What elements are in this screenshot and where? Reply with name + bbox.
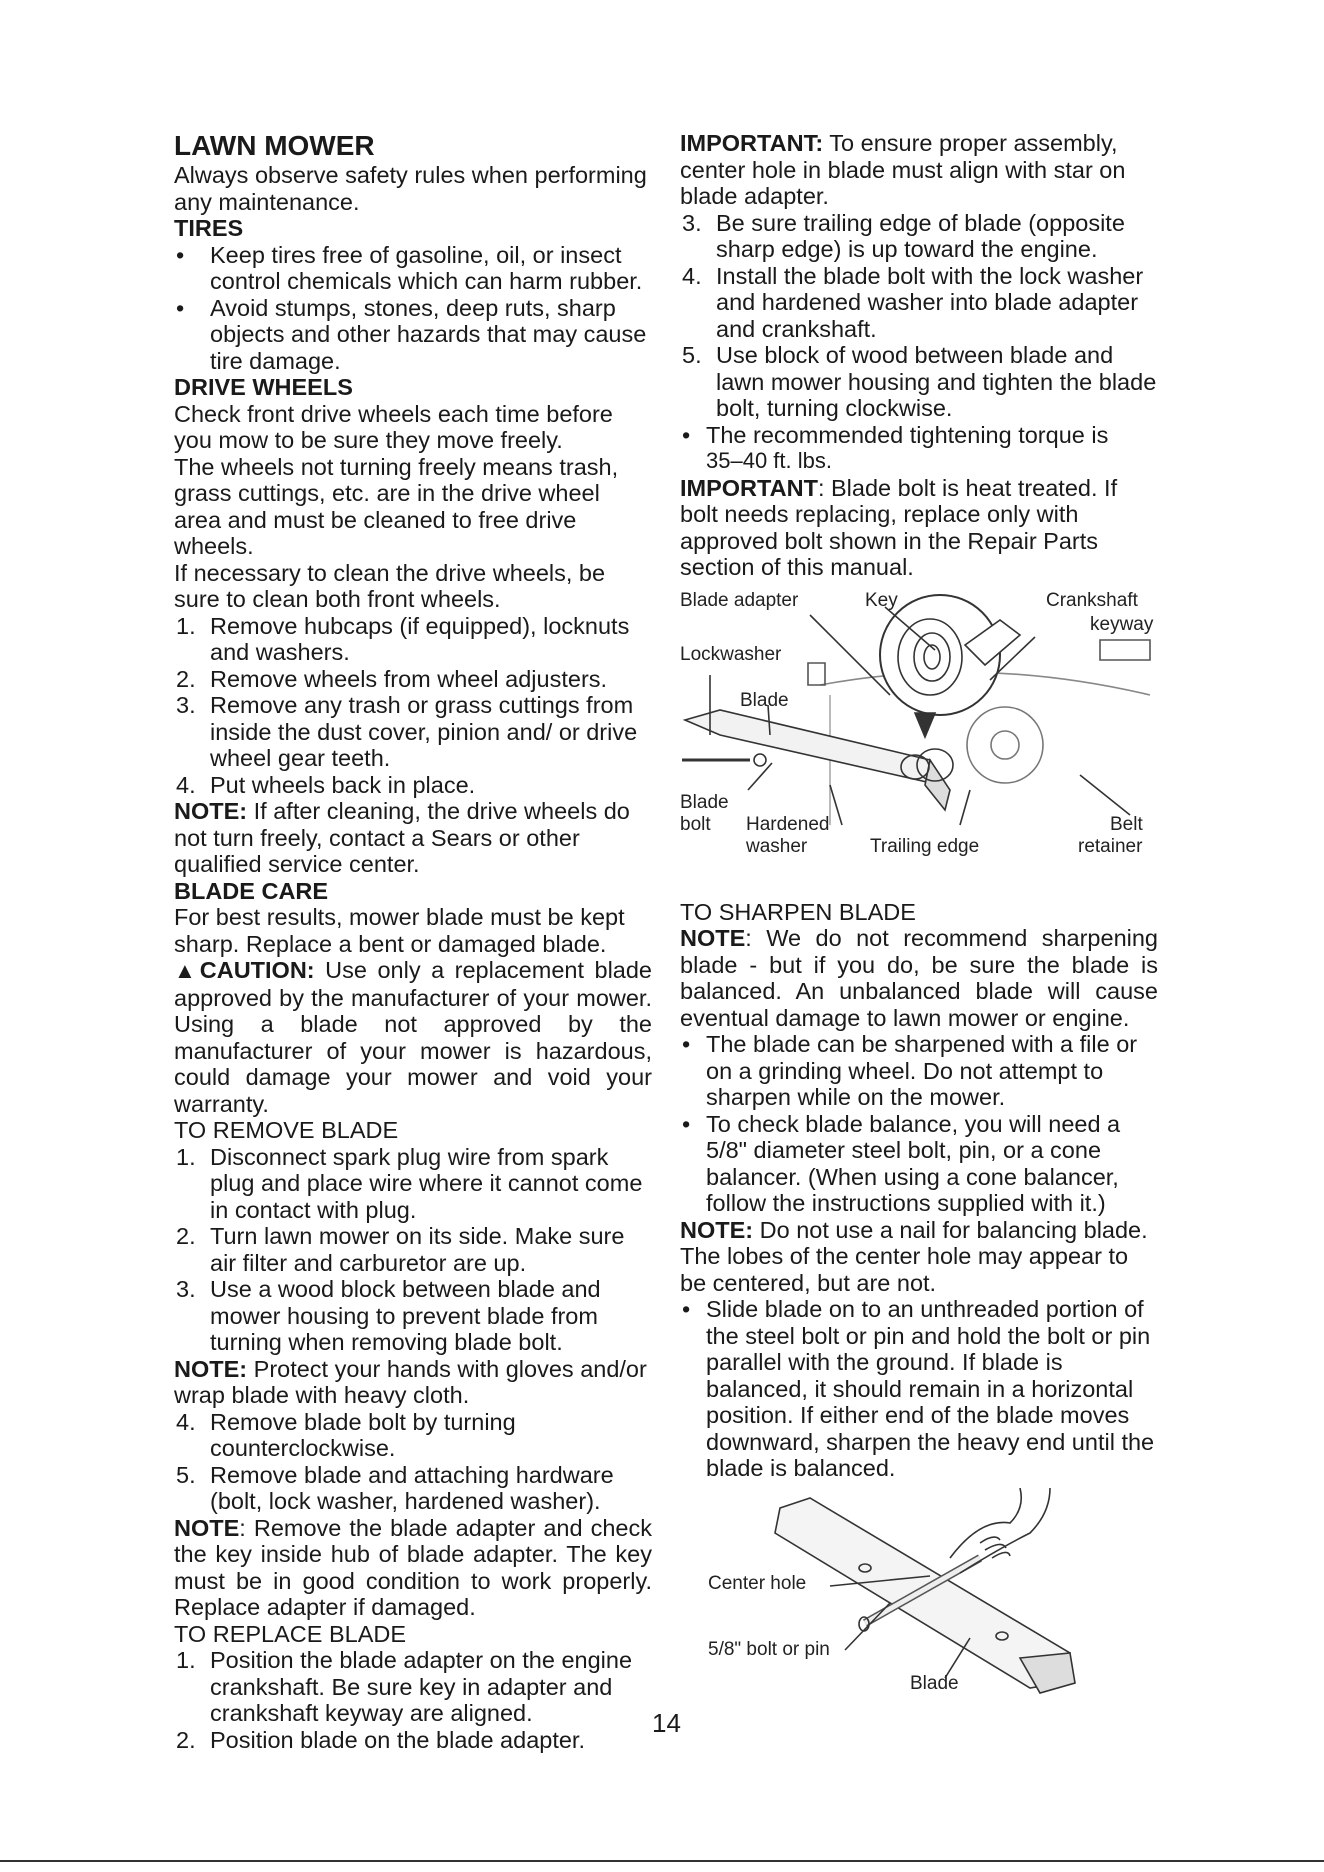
blade-assembly-figure — [680, 585, 1158, 897]
list-item: 5. Use block of wood between blade and lawn mower housing and tighten the blade bolt, turning clockwise. — [682, 342, 1157, 421]
list-item: • The blade can be sharpened with a file or on a grinding wheel. Do not attempt to sharpen while on the mower. — [682, 1031, 1138, 1110]
sharpen-heading: TO SHARPEN BLADE — [680, 898, 916, 925]
note: NOTE: If after cleaning, the drive wheels do not turn freely, contact a Sears or other qualified service center. — [174, 798, 630, 877]
note: NOTE: Remove the blade adapter and check the key inside hub of blade adapter. The key must be in good condition to work properly. Replace adapter if damaged. — [174, 1514, 652, 1620]
paragraph: Check front drive wheels each time before you mow to be sure they move freely. — [174, 400, 613, 453]
replace-steps — [174, 1647, 652, 1753]
list-item: 1. Remove hubcaps (if equipped), locknuts and washers. — [176, 612, 630, 665]
list-item: 2. Remove wheels from wheel adjusters. — [176, 665, 608, 692]
label-center-hole: Center hole — [708, 1572, 807, 1594]
drive-wheels-heading: DRIVE WHEELS — [174, 374, 353, 400]
blade-care-heading: BLADE CARE — [174, 877, 329, 904]
tires-heading: TIRES — [174, 215, 244, 241]
label-washer: washer — [746, 835, 808, 857]
label-keyway: keyway — [1090, 613, 1154, 635]
label-blade: Blade — [740, 689, 789, 711]
list-item: 3. Be sure trailing edge of blade (opposite sharp edge) is up toward the engine. — [682, 209, 1125, 262]
paragraph: The wheels not turning freely means trash, grass cuttings, etc. are in the drive wheel area and must be cleaned to free drive wheels. — [174, 453, 619, 559]
page-number: 14 — [652, 1708, 681, 1738]
list-item: • Avoid stumps, stones, deep ruts, sharp objects and other hazards that may cause tire damage. — [176, 294, 647, 374]
paragraph: If necessary to clean the drive wheels, be sure to clean both front wheels. — [174, 559, 606, 612]
replace-blade-heading: TO REPLACE BLADE — [174, 1620, 407, 1647]
balance-bullet — [680, 1296, 1158, 1482]
replace-steps-cont — [680, 210, 1158, 422]
label-belt: Belt — [1110, 813, 1143, 835]
torque-list — [680, 422, 1158, 449]
list-item: • Slide blade on to an unthreaded portion of the steel bolt or pin and hold the bolt or pin parallel with the ground. If blade is balanced, it should remain in a horizontal position. If either end of the blade moves downward, sharpen the heavy end until the blade is balanced. — [682, 1296, 1155, 1481]
sharpen-bullets — [680, 1031, 1158, 1217]
remove-blade-heading: TO REMOVE BLADE — [174, 1117, 399, 1143]
list-item: 1. Disconnect spark plug wire from spark plug and place wire where it cannot come in contact with plug. — [176, 1143, 643, 1223]
intro-text: Always observe safety rules when performing any maintenance. — [174, 162, 647, 215]
remove-steps-b — [174, 1409, 652, 1515]
note: NOTE: Do not use a nail for balancing blade. The lobes of the center hole may appear to be centered, but are not. — [680, 1216, 1148, 1296]
important-note: IMPORTANT: Blade bolt is heat treated. If bolt needs replacing, replace only with approved bolt shown in the Repair Parts section of this manual. — [680, 474, 1118, 580]
list-item: 1. Position the blade adapter on the engine crankshaft. Be sure key in adapter and crankshaft keyway are aligned. — [176, 1647, 633, 1726]
list-item: • To check blade balance, you will need a 5/8" diameter steel bolt, pin, or a cone balancer. (When using a cone balancer, follow the instructions supplied with it.) — [682, 1110, 1121, 1216]
label-key: Key — [865, 589, 898, 611]
note: NOTE: We do not recommend sharpening blade - but if you do, be sure the blade is balanced. An unbalanced blade will cause eventual damage to lawn mower or engine. — [680, 925, 1158, 1031]
label-blade-bolt-2: bolt — [680, 813, 711, 835]
note: NOTE: Protect your hands with gloves and/or wrap blade with heavy cloth. — [174, 1355, 647, 1408]
warning-triangle-icon: ▲ — [174, 958, 200, 983]
important-note: IMPORTANT: To ensure proper assembly, center hole in blade must align with star on blade adapter. — [680, 130, 1126, 209]
drive-steps — [174, 613, 652, 799]
label-trailing-edge: Trailing edge — [870, 835, 980, 857]
label-hardened: Hardened — [746, 813, 830, 835]
list-item: 5. Remove blade and attaching hardware (bolt, lock washer, hardened washer). — [176, 1461, 614, 1514]
bottom-divider — [0, 1860, 1324, 1862]
label-blade-adapter: Blade adapter — [680, 589, 799, 611]
left-column — [174, 130, 652, 1753]
label-retainer: retainer — [1078, 835, 1143, 857]
tires-list — [174, 242, 652, 375]
list-item: • Keep tires free of gasoline, oil, or insect control chemicals which can harm rubber. — [176, 241, 643, 294]
list-item: 3. Use a wood block between blade and mower housing to prevent blade from turning when removing blade bolt. — [176, 1276, 601, 1355]
list-item: 3. Remove any trash or grass cuttings from inside the dust cover, pinion and/ or drive wheel gear teeth. — [176, 692, 638, 771]
remove-steps-a — [174, 1144, 652, 1356]
label-crankshaft: Crankshaft — [1046, 589, 1138, 611]
caution: ▲CAUTION: Use only a replacement blade approved by the manufacturer of your mower. Using a blade not approved by the manufacturer of your mower is hazardous, could damage your mower and void your warranty. — [174, 957, 652, 1117]
list-item: • The recommended tightening torque is — [682, 421, 1109, 448]
label-bolt-or-pin: 5/8" bolt or pin — [708, 1638, 830, 1660]
label-blade-bolt-1: Blade — [680, 791, 729, 813]
section-title: LAWN MOWER — [174, 130, 375, 161]
label-lockwasher: Lockwasher — [680, 643, 782, 665]
torque-value: 35–40 ft. lbs. — [706, 448, 832, 473]
list-item: 4. Remove blade bolt by turning counterclockwise. — [176, 1408, 516, 1461]
paragraph: For best results, mower blade must be kept sharp. Replace a bent or damaged blade. — [174, 904, 625, 957]
list-item: 2. Position blade on the blade adapter. — [176, 1726, 585, 1753]
list-item: 4. Install the blade bolt with the lock washer and hardened washer into blade adapter and crankshaft. — [682, 262, 1144, 342]
right-column — [680, 130, 1158, 1722]
list-item: 4. Put wheels back in place. — [176, 771, 476, 798]
blade-balance-figure — [680, 1488, 1158, 1720]
label-blade: Blade — [910, 1672, 959, 1694]
list-item: 2. Turn lawn mower on its side. Make sure air filter and carburetor are up. — [176, 1223, 625, 1276]
